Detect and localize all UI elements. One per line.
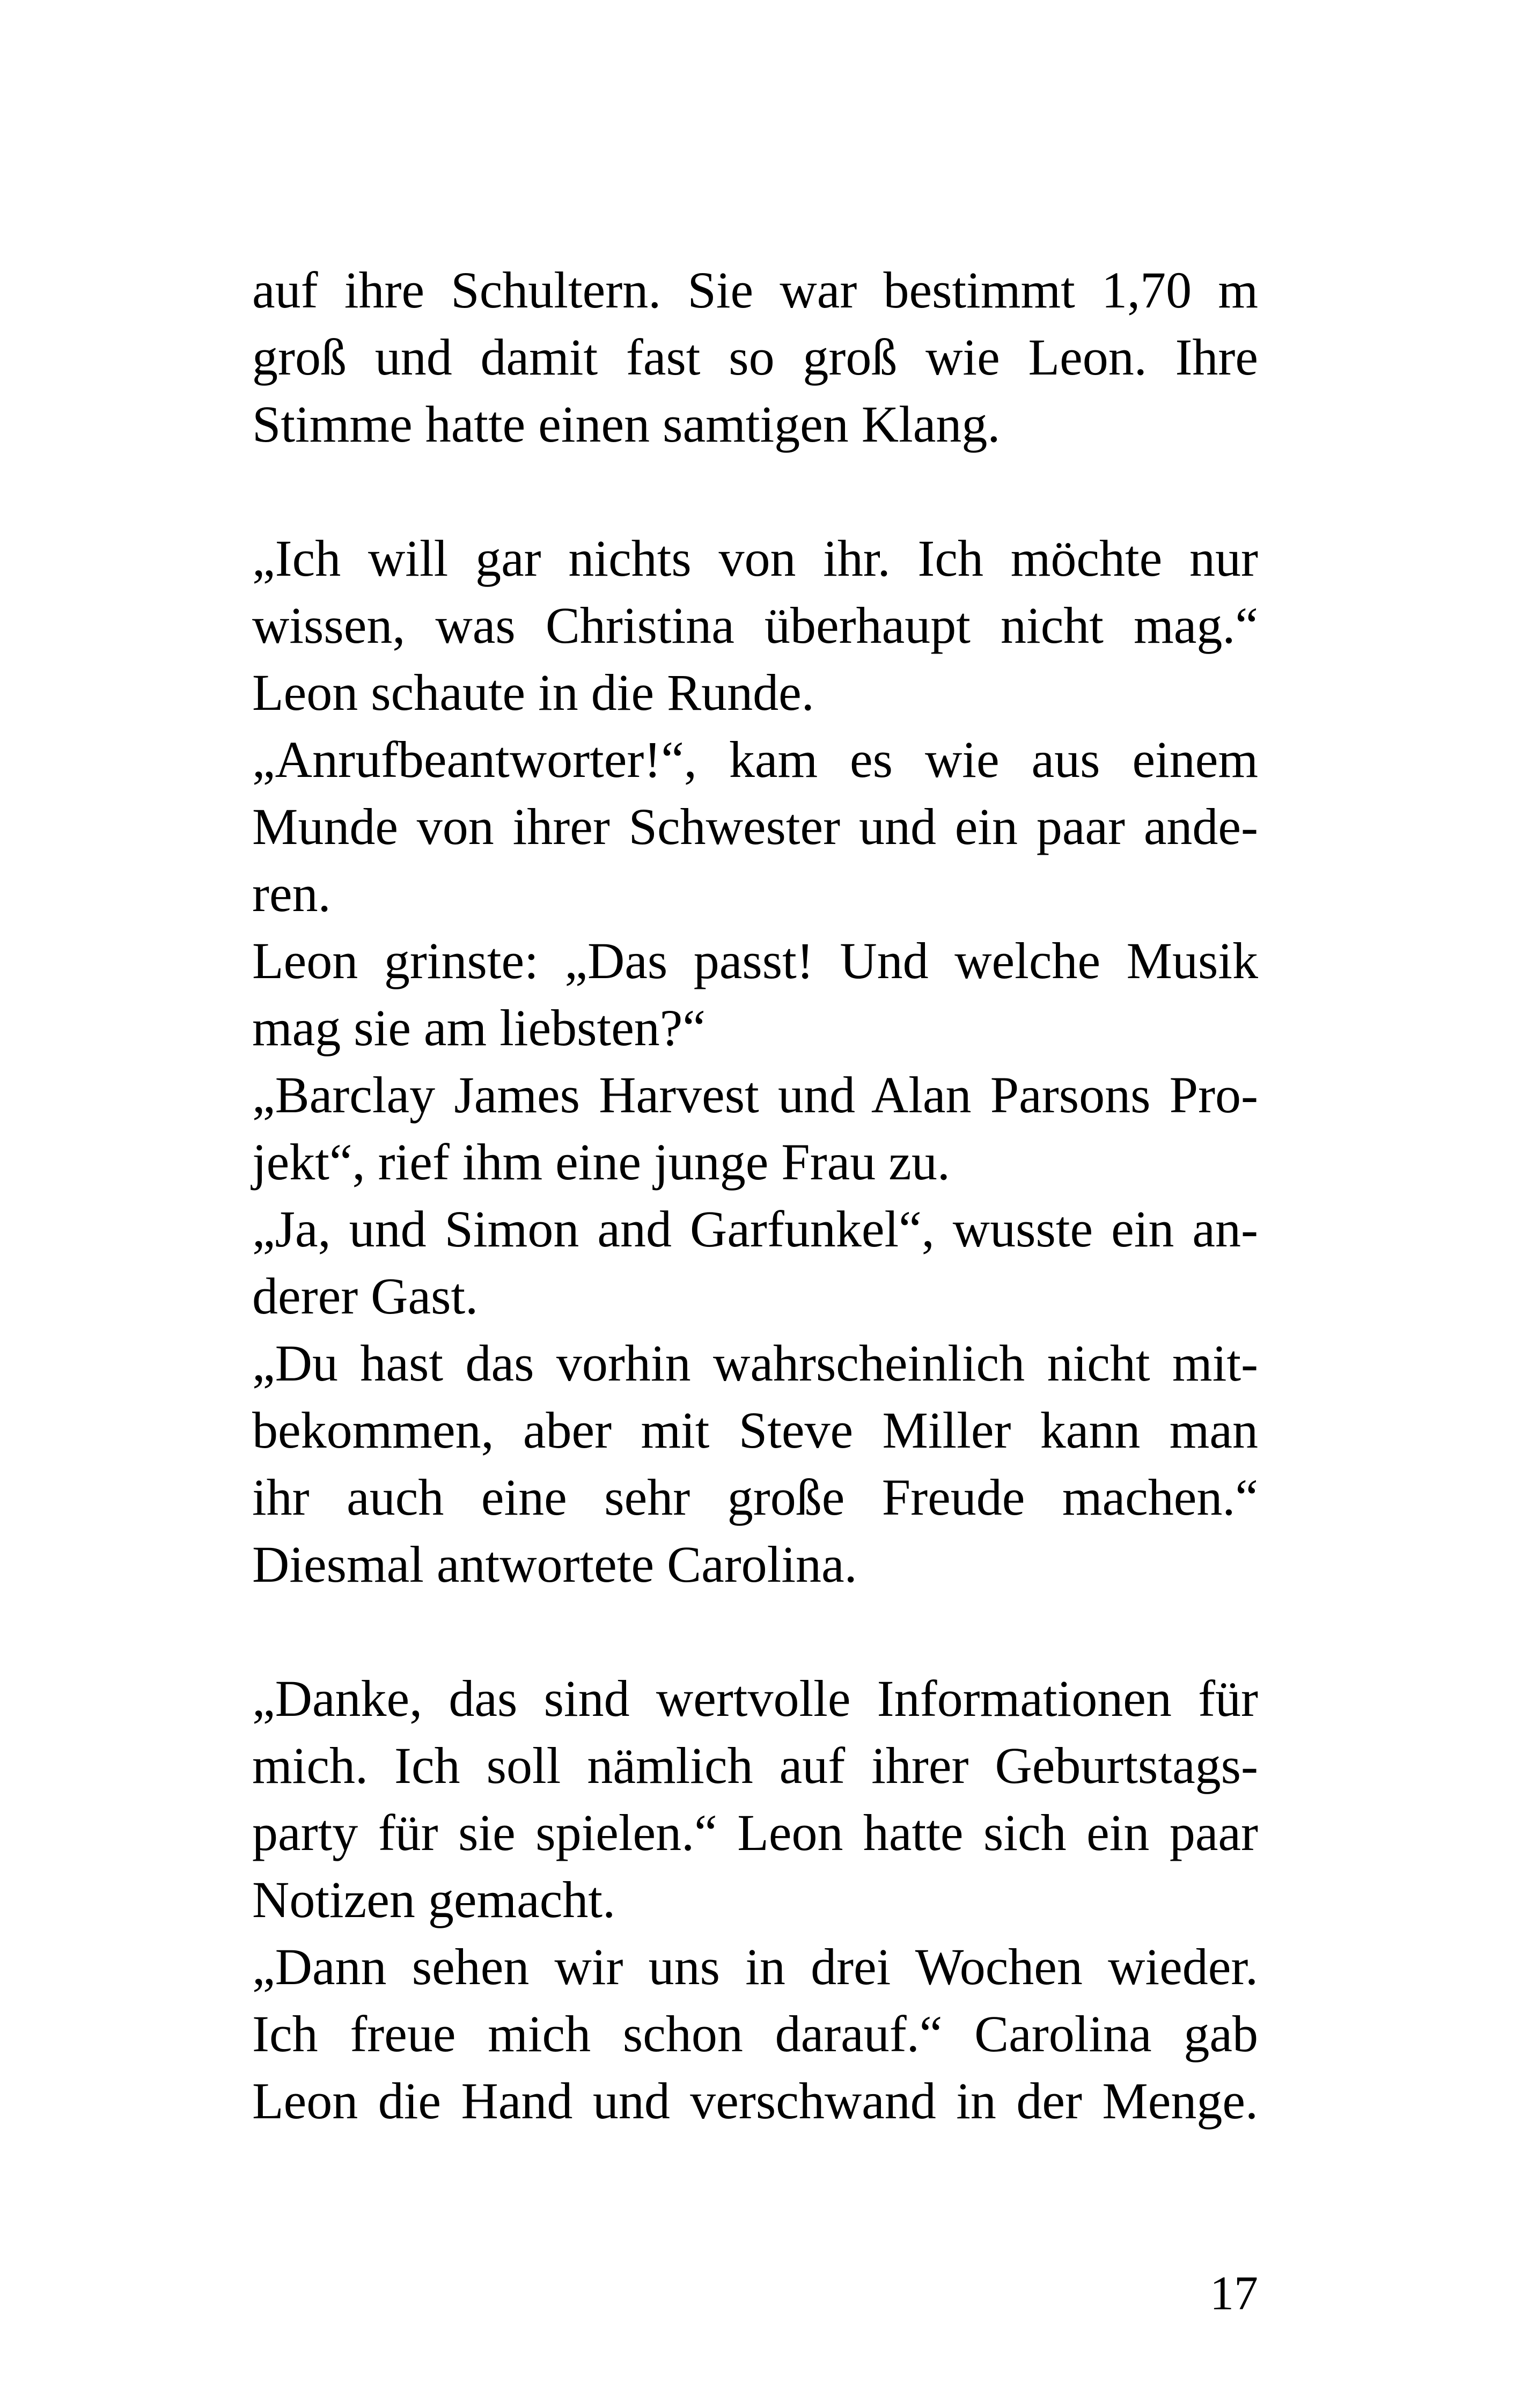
text-line: „Dann sehen wir uns in drei Wochen wieder. [252, 1938, 1258, 1995]
text-line: auf ihre Schultern. Sie war bestimmt 1,70 m [252, 261, 1258, 319]
text-line: Leon die Hand und verschwand in der Menge. [252, 2072, 1258, 2130]
text-line: ihr auch eine sehr große Freude machen.“ [252, 1469, 1258, 1526]
text-line: Leon grinste: „Das passt! Und welche Musik [252, 932, 1258, 989]
text-line: „Barclay James Harvest und Alan Parsons Pro- [252, 1066, 1258, 1124]
text-line: Leon schaute in die Runde. [252, 664, 814, 721]
text-line: „Du hast das vorhin wahrscheinlich nicht mit- [252, 1334, 1258, 1392]
paragraph-gap [252, 1598, 1258, 1665]
text-line: Munde von ihrer Schwester und ein paar ande- [252, 798, 1258, 855]
text-line: wissen, was Christina überhaupt nicht mag.“ [252, 597, 1258, 654]
text-line: Notizen gemacht. [252, 1871, 616, 1928]
text-line: ren. [252, 865, 331, 922]
text-line: mich. Ich soll nämlich auf ihrer Geburtstags- [252, 1737, 1258, 1794]
text-line: party für sie spielen.“ Leon hatte sich ein paar [252, 1804, 1258, 1861]
text-line: jekt“, rief ihm eine junge Frau zu. [252, 1133, 950, 1191]
text-line: mag sie am liebsten?“ [252, 999, 706, 1056]
text-line: „Ich will gar nichts von ihr. Ich möchte nur [252, 530, 1258, 587]
text-line: bekommen, aber mit Steve Miller kann man [252, 1401, 1258, 1459]
text-line: „Danke, das sind wertvolle Informationen für [252, 1670, 1258, 1727]
text-line: Stimme hatte einen samtigen Klang. [252, 395, 1001, 453]
page-number: 17 [1210, 2267, 1258, 2320]
text-line: Diesmal antwortete Carolina. [252, 1536, 857, 1593]
text-line: derer Gast. [252, 1267, 479, 1325]
paragraph-gap [252, 458, 1258, 525]
text-line: Ich freue mich schon darauf.“ Carolina gab [252, 2005, 1258, 2062]
text-line: groß und damit fast so groß wie Leon. Ihre [252, 328, 1258, 386]
body-text [252, 256, 1258, 2134]
text-line: „Anrufbeantworter!“, kam es wie aus einem [252, 731, 1258, 788]
text-line: „Ja, und Simon and Garfunkel“, wusste ein an- [252, 1200, 1258, 1258]
